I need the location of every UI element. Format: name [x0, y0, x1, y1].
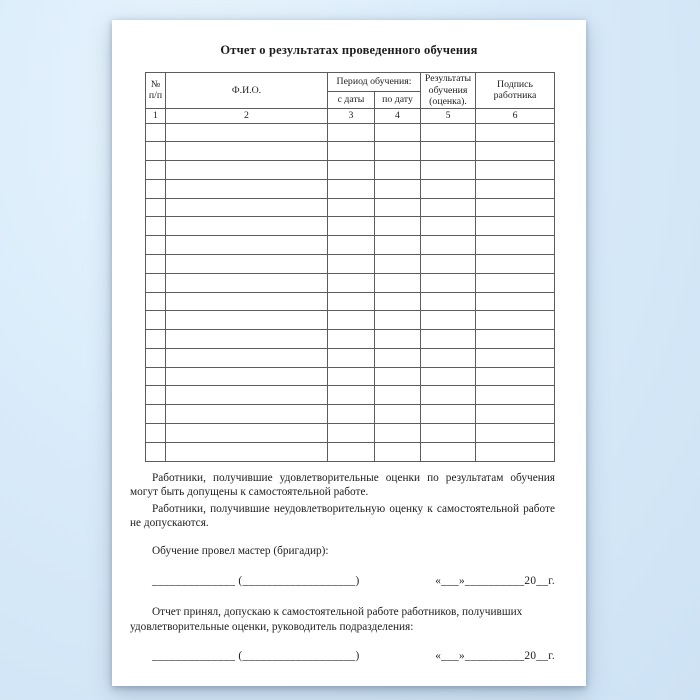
table-cell [328, 123, 375, 142]
column-number: 6 [476, 108, 555, 123]
table-cell [166, 442, 328, 461]
table-cell [421, 198, 476, 217]
table-cell [421, 217, 476, 236]
table-cell [375, 236, 421, 255]
table-cell [375, 161, 421, 180]
date-blank-line: «___»__________20__г. [435, 574, 555, 587]
table-cell [166, 236, 328, 255]
table-cell [375, 217, 421, 236]
table-cell [421, 123, 476, 142]
table-body [146, 123, 555, 461]
table-cell [375, 311, 421, 330]
table-cell [421, 330, 476, 349]
table-cell [166, 311, 328, 330]
table-cell [146, 423, 166, 442]
table-row [146, 161, 555, 180]
table-row [146, 311, 555, 330]
table-cell [146, 311, 166, 330]
signature-blank-line: ______________ (___________________) [152, 574, 360, 587]
column-number: 2 [166, 108, 328, 123]
table-row [146, 198, 555, 217]
table-cell [476, 236, 555, 255]
table-cell [476, 179, 555, 198]
table-cell [166, 198, 328, 217]
table-cell [421, 255, 476, 274]
table-cell [476, 198, 555, 217]
table-cell [476, 442, 555, 461]
table-cell [146, 198, 166, 217]
table-row [146, 142, 555, 161]
table-cell [146, 236, 166, 255]
col-header-period-from: с даты [328, 92, 375, 108]
column-number: 1 [146, 108, 166, 123]
table-cell [421, 405, 476, 424]
table-cell [146, 330, 166, 349]
table-cell [328, 311, 375, 330]
table-cell [476, 273, 555, 292]
table-header-row-1 [146, 73, 555, 92]
table-cell [375, 179, 421, 198]
table-cell [375, 142, 421, 161]
table-row [146, 179, 555, 198]
table-cell [421, 386, 476, 405]
table-cell [421, 311, 476, 330]
table-cell [166, 217, 328, 236]
accept-caption: Отчет принял, допускаю к самостоятельной работе работников, получивших удовлетворительные оценки, руководитель подразделения: [130, 606, 523, 633]
table-cell [146, 179, 166, 198]
table-cell [421, 273, 476, 292]
table-cell [375, 198, 421, 217]
table-cell [166, 386, 328, 405]
table-cell [328, 386, 375, 405]
table-cell [375, 405, 421, 424]
table-cell [166, 348, 328, 367]
paragraph-unsatisfactory: Работники, получившие неудовлетворительную оценку к самостоятельной работе не допускаются. [130, 502, 555, 530]
column-numbers-row [146, 108, 555, 123]
table-row [146, 292, 555, 311]
table-cell [328, 217, 375, 236]
document-page [112, 20, 586, 686]
table-cell [328, 348, 375, 367]
table-cell [421, 179, 476, 198]
table-cell [146, 273, 166, 292]
table-cell [476, 255, 555, 274]
column-number: 4 [375, 108, 421, 123]
supervisor-signature-row [152, 649, 555, 664]
column-number: 5 [421, 108, 476, 123]
table-cell [476, 123, 555, 142]
table-cell [328, 179, 375, 198]
table-cell [166, 292, 328, 311]
table-cell [375, 367, 421, 386]
table-cell [375, 423, 421, 442]
table-cell [421, 161, 476, 180]
col-header-name: Ф.И.О. [166, 73, 328, 109]
table-cell [476, 217, 555, 236]
table-cell [375, 330, 421, 349]
table-cell [146, 161, 166, 180]
table-cell [476, 367, 555, 386]
table-cell [421, 292, 476, 311]
table-row [146, 217, 555, 236]
table-cell [476, 423, 555, 442]
table-cell [166, 273, 328, 292]
table-row [146, 423, 555, 442]
table-row [146, 442, 555, 461]
table-row [146, 255, 555, 274]
table-cell [146, 442, 166, 461]
table-cell [328, 292, 375, 311]
table-cell [166, 179, 328, 198]
date-blank-line: «___»__________20__г. [435, 650, 555, 663]
table-cell [476, 405, 555, 424]
col-header-period: Период обучения: [328, 73, 421, 92]
signature-blank-line: ______________ (___________________) [152, 650, 360, 663]
table-cell [166, 405, 328, 424]
table-cell [166, 255, 328, 274]
table-cell [375, 292, 421, 311]
table-cell [328, 405, 375, 424]
table-cell [421, 142, 476, 161]
table-cell [328, 423, 375, 442]
table-cell [476, 311, 555, 330]
table-cell [375, 442, 421, 461]
table-cell [328, 142, 375, 161]
table-cell [375, 273, 421, 292]
table-cell [476, 292, 555, 311]
table-cell [166, 367, 328, 386]
table-cell [476, 330, 555, 349]
table-row [146, 367, 555, 386]
table-cell [146, 255, 166, 274]
table-row [146, 386, 555, 405]
table-cell [421, 348, 476, 367]
table-cell [476, 161, 555, 180]
table-cell [328, 442, 375, 461]
training-results-table [145, 72, 555, 462]
table-cell [328, 273, 375, 292]
table-cell [146, 123, 166, 142]
table-cell [375, 348, 421, 367]
table-cell [421, 423, 476, 442]
table-cell [328, 161, 375, 180]
column-number: 3 [328, 108, 375, 123]
table-row [146, 348, 555, 367]
trainer-caption: Обучение провел мастер (бригадир): [152, 545, 329, 558]
table-cell [146, 367, 166, 386]
col-header-results: Результаты обучения (оценка). [421, 73, 476, 109]
table-row [146, 123, 555, 142]
table-cell [375, 386, 421, 405]
table-cell [421, 442, 476, 461]
table-cell [146, 386, 166, 405]
table-cell [328, 198, 375, 217]
table-cell [328, 255, 375, 274]
table-cell [476, 142, 555, 161]
table-cell [166, 161, 328, 180]
table-row [146, 405, 555, 424]
table-cell [166, 123, 328, 142]
table-cell [146, 405, 166, 424]
table-cell [166, 330, 328, 349]
document-text-block [112, 471, 586, 664]
table-cell [476, 386, 555, 405]
table-row [146, 236, 555, 255]
table-cell [375, 123, 421, 142]
table-cell [166, 142, 328, 161]
table-cell [166, 423, 328, 442]
table-cell [146, 217, 166, 236]
table-cell [328, 236, 375, 255]
col-header-num: № п/п [146, 73, 166, 109]
paragraph-satisfactory: Работники, получившие удовлетворительные оценки по результатам обучения могут быть допущены к самостоятельной работе. [130, 471, 555, 499]
col-header-period-to: по дату [375, 92, 421, 108]
table-cell [421, 367, 476, 386]
table-cell [375, 255, 421, 274]
table-cell [328, 367, 375, 386]
col-header-signature: Подпись работника [476, 73, 555, 109]
table-row [146, 330, 555, 349]
table-cell [476, 348, 555, 367]
trainer-signature-row [152, 574, 555, 589]
table-cell [146, 142, 166, 161]
table-cell [146, 292, 166, 311]
table-cell [421, 236, 476, 255]
page-title: Отчет о результатах проведенного обучения [220, 43, 478, 57]
table-row [146, 273, 555, 292]
table-cell [328, 330, 375, 349]
table-cell [146, 348, 166, 367]
